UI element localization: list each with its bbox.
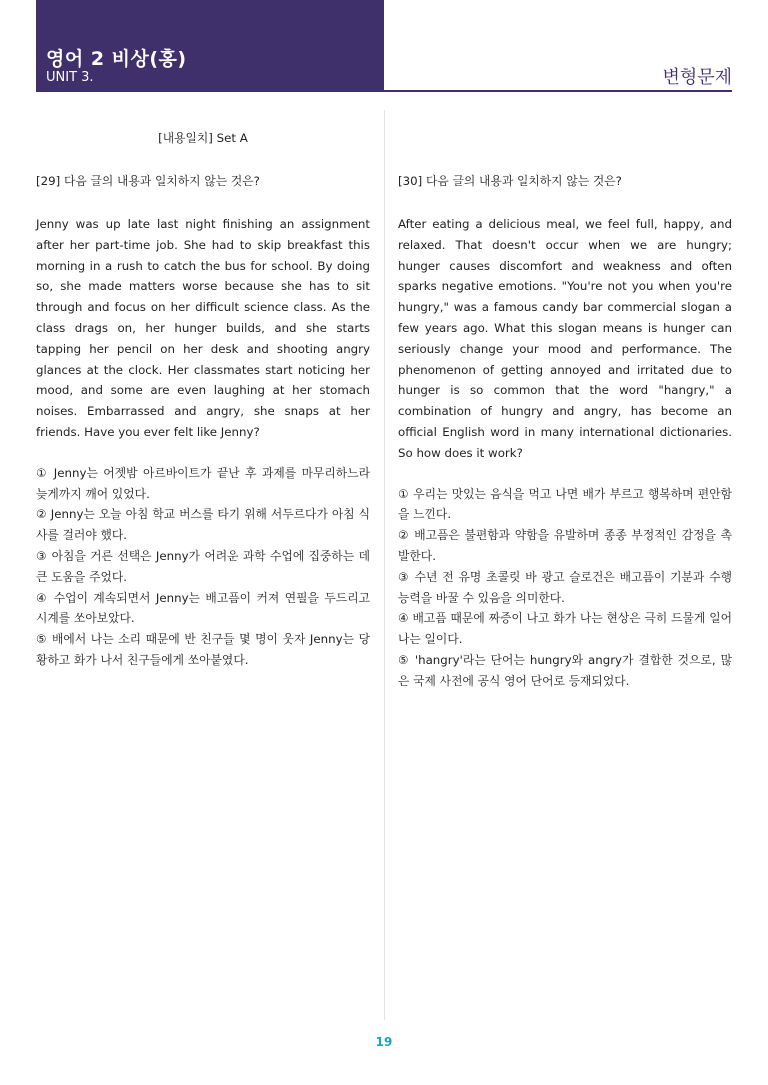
unit-label: UNIT 3. — [46, 70, 94, 85]
option-1: ① Jenny는 어젯밤 아르바이트가 끝난 후 과제를 마무리하느라 늦게까지 깨어 있었다. — [36, 465, 370, 501]
option-3: ③ 수년 전 유명 초콜릿 바 광고 슬로건은 배고픔이 기분과 수행 능력을 바꿀 수 있음을 의미한다. — [398, 569, 732, 605]
section-label: 변형문제 — [662, 67, 732, 88]
header-rule — [36, 90, 732, 92]
right-column — [398, 120, 732, 692]
left-column — [36, 120, 370, 671]
set-title: [내용일치] Set A — [158, 131, 248, 145]
question-29-passage: Jenny was up late last night finishing an assignment after her part-time job. She had to skip breakfast this morning in a rush to catch the bus for school. By doing so, she made matters worse because she has to sit through and focus on her difficult science class. As the class drags on, her hunger builds, and she starts tapping her pencil on her desk and shooting angry glances at the clock. Her classmates start noticing her mood, and some are even laughing at her stomach noises. Embarrassed and angry, she snaps at her friends. Have you ever felt like Jenny? — [36, 217, 370, 439]
book-title: 영어 2 비상(홍) — [46, 48, 187, 70]
question-29-heading: [29] 다음 글의 내용과 일치하지 않는 것은? — [36, 174, 260, 188]
option-4: ④ 배고픔 때문에 짜증이 나고 화가 나는 현상은 극히 드물게 일어나는 일이다. — [398, 611, 732, 647]
question-29-options — [36, 463, 370, 671]
option-2: ② 배고픔은 불편함과 약함을 유발하며 종종 부정적인 감정을 촉발한다. — [398, 528, 732, 563]
option-2: ② Jenny는 오늘 아침 학교 버스를 타기 위해 서두르다가 아침 식사를 걸러야 했다. — [36, 507, 370, 543]
question-30-passage: After eating a delicious meal, we feel full, happy, and relaxed. That doesn't occur when we are hungry; hunger causes discomfort and weakness and often sparks negative emotions. "You're not you when you're hungry," was a famous candy bar commercial slogan a few years ago. What this slogan means is hunger can seriously change your mood and performance. The phenomenon of getting annoyed and irritated due to hunger is so common that the word "hangry," a combination of hungry and angry, has become an official English word in many international dictionaries. So how does it work? — [398, 217, 732, 460]
option-3: ③ 아침을 거른 선택은 Jenny가 어려운 과학 수업에 집중하는 데 큰 도움을 주었다. — [36, 548, 370, 584]
set-title-spacer — [398, 128, 732, 149]
question-30-heading: [30] 다음 글의 내용과 일치하지 않는 것은? — [398, 174, 622, 188]
header-banner — [36, 0, 384, 92]
option-4: ④ 수업이 계속되면서 Jenny는 배고픔이 커져 연필을 두드리고 시계를 쏘아보았다. — [36, 590, 370, 626]
option-5: ⑤ 배에서 나는 소리 때문에 반 친구들 몇 명이 웃자 Jenny는 당황하고 화가 나서 친구들에게 쏘아붙였다. — [36, 632, 370, 667]
question-30-options — [398, 484, 732, 692]
page-number: 19 — [375, 1035, 393, 1049]
option-1: ① 우리는 맛있는 음식을 먹고 나면 배가 부르고 행복하며 편안함을 느낀다. — [398, 486, 732, 522]
option-5: ⑤ 'hangry'라는 단어는 hungry와 angry가 결합한 것으로, 많은 국제 사전에 공식 영어 단어로 등재되었다. — [398, 652, 732, 688]
column-divider — [384, 110, 385, 1020]
